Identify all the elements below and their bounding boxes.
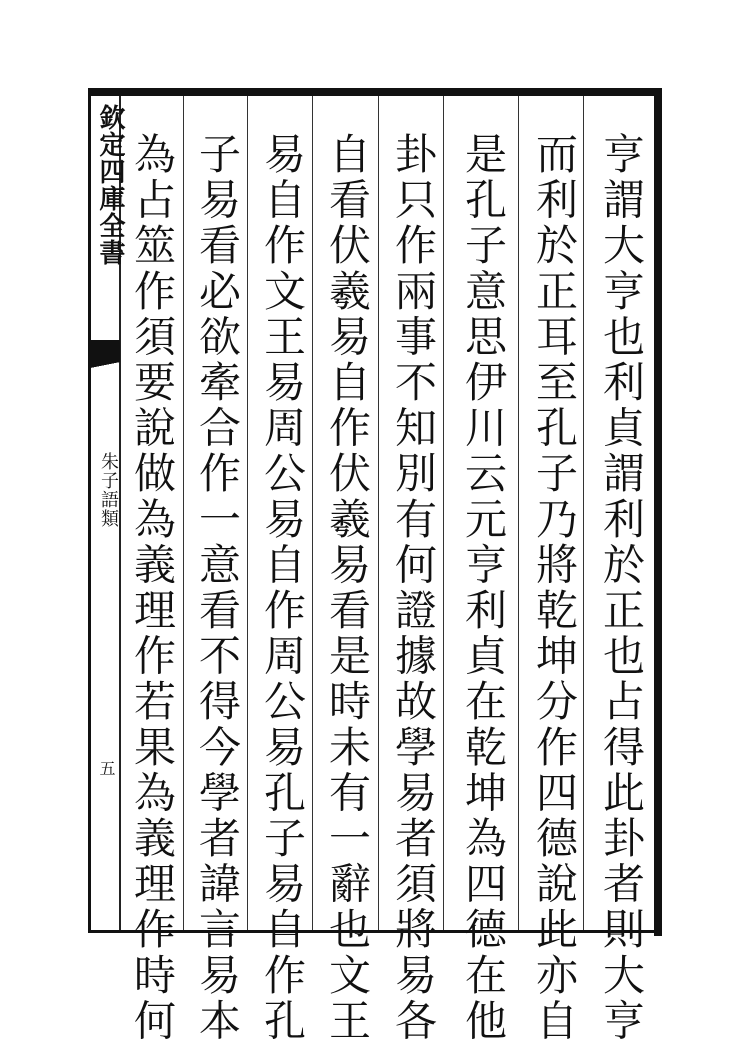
column-rule [583,96,584,930]
column-rule [518,96,519,930]
column-rule [443,96,444,930]
text-column-7: 子易看必欲牽合作一意看不得今學者諱言易本 [193,132,242,1044]
text-column-8: 為占筮作須要說做為義理作若果為義理作時何 [128,132,177,1044]
column-rule [378,96,379,930]
frame-border-top [88,88,662,96]
text-column-1: 亨謂大亨也利貞謂利於正也占得此卦者則大亨 [597,132,646,1044]
library-title: 欽定四庫全書 [95,104,125,266]
page-number: 五 [97,760,116,776]
column-rule [183,96,184,930]
column-rule [312,96,313,930]
frame-border-right [654,88,662,936]
text-column-2: 而利於正耳至孔子乃將乾坤分作四德說此亦自 [530,132,579,1044]
fish-tail-notch [90,362,120,368]
book-title: 朱子語類 [98,452,119,528]
fish-tail-mark [90,340,120,362]
text-column-6: 易自作文王易周公易自作周公易孔子易自作孔 [258,132,307,1044]
column-rule [247,96,248,930]
text-column-3: 是孔子意思伊川云元亨利貞在乾坤為四德在他 [459,132,508,1044]
text-column-4: 卦只作兩事不知別有何證據故學易者須將易各 [389,132,438,1044]
text-column-5: 自看伏羲易自作伏羲易看是時未有一辭也文王 [323,132,372,1044]
